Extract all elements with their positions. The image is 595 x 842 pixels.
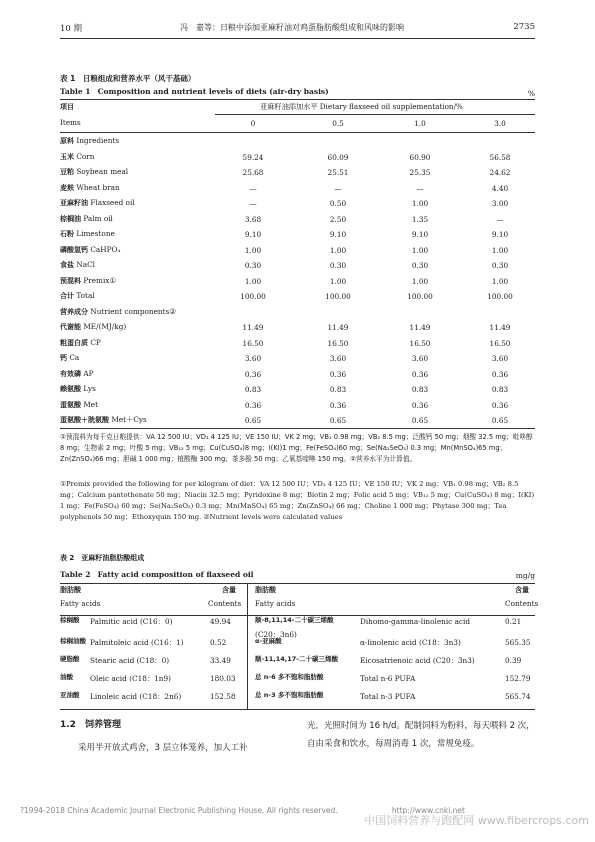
table1-cell: 4.40: [491, 183, 509, 193]
table1-cell: 2.50: [329, 214, 347, 224]
level-0: 0: [250, 119, 256, 128]
level-1: 0.5: [332, 119, 344, 128]
table1-caption-zh: 表 1 日粮组成和营养水平（风干基础）: [60, 74, 196, 83]
table1-row: [60, 306, 535, 319]
table1-cell: 11.49: [242, 323, 264, 332]
table1-cell: 3.68: [244, 214, 262, 224]
table1-cell: 3.60: [411, 354, 429, 363]
table1-cell: 0.30: [491, 261, 509, 270]
table1-row: [60, 383, 535, 396]
table1-cell: 16.50: [409, 338, 431, 348]
row-label-zh: 豆粕: [60, 168, 74, 176]
row-label-zh: 赖氨酸: [60, 385, 81, 393]
row-label-zh: 钙: [60, 354, 67, 362]
right-acid-zh: α-亚麻酸: [255, 637, 282, 645]
table1-cell: 25.35: [409, 168, 431, 177]
table1-cell: 100.00: [240, 292, 266, 301]
table1-cell: 0.65: [329, 416, 347, 425]
right-acid-value: 0.21: [505, 617, 522, 626]
row-label-en: Premix①: [83, 275, 116, 285]
row-label-zh: 磷酸氢钙: [60, 245, 88, 254]
page-number: 2735: [513, 22, 535, 32]
table2-title: Fatty acid composition of flaxseed oil: [97, 570, 254, 579]
right-acid-value: 565.74: [505, 692, 531, 701]
table1-row-label: [60, 338, 101, 348]
row-label-zh: 有效磷: [60, 369, 81, 378]
table1-row-label: [60, 307, 176, 317]
table1-level-row: [60, 117, 535, 130]
table1-cell: 0.36: [329, 369, 347, 379]
table1-cell: 11.49: [327, 323, 349, 332]
contents-header-en-right: Contents: [505, 599, 539, 608]
table1-row-label: [60, 322, 126, 332]
fatty-acids-header-en: Fatty acids: [60, 599, 101, 608]
row-label-en: CaHPO₄: [90, 244, 121, 254]
table1-cell: 11.49: [489, 323, 511, 332]
right-acid-zh: 顺-8,11,14-二十碳三烯酸: [255, 616, 334, 624]
table1-row-label: [60, 229, 115, 239]
table1-cell: 0.65: [244, 416, 262, 425]
contents-header-zh: 含量: [222, 586, 236, 594]
row-label-en: NaCl: [76, 260, 95, 269]
watermark: 中国饲料营养与跑配网 www.fibercrops.com: [364, 814, 589, 827]
row-label-zh: 代谢能: [60, 323, 81, 331]
table1-cell: 100.00: [487, 292, 513, 301]
left-acid-value: 49.94: [210, 617, 231, 626]
paragraph-right: 光，光照时间为 16 h/d。配制饲料为粉料，每天喂料 2 次，自由采食和饮水，每周消毒 1 次，常规免疫。: [307, 721, 535, 749]
issue-number: 10 期: [60, 24, 83, 34]
left-acid-zh: 棕榈油酸: [60, 637, 86, 645]
table1-cell: 0.30: [329, 261, 347, 270]
row-label-zh: 预混料: [60, 276, 81, 285]
table1-cell: 1.00: [244, 276, 262, 286]
row-label-en: Ingredients: [76, 136, 120, 145]
table1-row: [60, 197, 535, 210]
table1-row: [60, 135, 535, 148]
table2-header-en: [60, 599, 539, 613]
row-label-en: Met: [83, 399, 99, 409]
table2-row: [60, 616, 535, 639]
table1-cell: 100.00: [325, 292, 351, 301]
supplementation-header: 亚麻籽油添加水平 Dietary flaxseed oil supplementation/%: [260, 102, 463, 111]
row-label-en: CP: [90, 337, 101, 347]
table1-row-label: [60, 260, 95, 270]
row-label-zh: 蛋氨酸＋胱氨酸: [60, 416, 109, 424]
table1-row: [60, 352, 535, 365]
table1-note-en: ①Premix provided the following for per kilogram of diet：VA 12 500 IU；VD₃ 4 125 IU；VE 150 IU；VK 2 mg；VB₁ 0.98 mg；VB₂ 8.5 mg；Calcium pantothenate 50 mg；Niacin 32.5 mg；Pyridoxine 8 mg；Biotin 2 mg；Folic acid 5 mg；VB₁₂ 5 mg；Cu(CuSO₄) 8 mg；I(KI) 1 mg；Fe(FeSO₄) 60 mg；Se(Na₂SeO₃) 0.3 mg；Mn(MnSO₄) 65 mg；Zn(ZnSO₄) 66 mg；Choline 1 000 mg；Phytase 300 mg；Tea polyphenols 50 mg；Ethoxyquin 150 mg. ②Nutrient levels were calculated values: [60, 480, 535, 521]
table1-cell: 1.00: [329, 276, 347, 286]
table1-row-label: [60, 415, 147, 425]
right-acid-value: 0.39: [505, 656, 522, 665]
table1-row: [60, 213, 535, 226]
left-acid-value: 33.49: [210, 656, 231, 665]
table1-row: [60, 414, 535, 427]
table1-bottom-rule: [60, 428, 535, 429]
table1-row-label: [60, 136, 119, 146]
table1-cell: 9.10: [491, 230, 509, 239]
table1-caption-en: [60, 87, 329, 96]
row-label-zh: 石粉: [60, 230, 74, 238]
row-label-zh: 合计: [60, 292, 74, 300]
table2-column-divider: [247, 583, 248, 709]
level-2: 1.0: [414, 119, 426, 128]
table1-cell: 3.60: [244, 354, 262, 363]
table1-header-row: [60, 101, 535, 114]
table1-cell: 3.60: [329, 354, 347, 363]
table2-caption-zh: 表 2 亚麻籽油脂肪酸组成: [60, 554, 145, 562]
table1-cell: —: [334, 183, 342, 193]
row-label-zh: 原料: [60, 137, 74, 145]
row-label-en: Total: [76, 291, 95, 300]
right-acid-en: Eicosatrienoic acid (C20：3n3): [360, 656, 475, 665]
table1-row-label: [60, 152, 95, 162]
table2-header-rule: [60, 615, 535, 616]
table1-cell: 0.36: [244, 400, 262, 410]
right-acid-value: 565.35: [505, 638, 531, 647]
items-header-en: Items: [60, 118, 81, 127]
row-label-en: Ca: [69, 353, 80, 362]
row-label-en: Wheat bran: [76, 182, 120, 192]
left-acid-en: Palmitoleic acid (C16：1): [90, 638, 184, 647]
table1-cell: 1.35: [411, 214, 429, 224]
table1-row: [60, 244, 535, 257]
contents-header-zh-right: 含量: [515, 586, 529, 594]
contents-header-en: Contents: [208, 599, 242, 608]
table1-cell: 1.00: [411, 199, 429, 208]
table2-top-rule: [60, 583, 535, 584]
table1-note-zh: ①预混料为每千克日粮提供：VA 12 500 IU；VD₃ 4 125 IU；VE 150 IU；VK 2 mg；VB₁ 0.98 mg；VB₂ 8.5 mg；泛酸钙 50 mg；烟酸 32.5 mg；吡哆醇 8 mg；生物素 2 mg；叶酸 5 mg；VB₁₂ 5 mg；Cu(CuSO₄)8 mg；I(KI)1 mg；Fe(FeSO₄)60 mg；Se(Na₂SeO₃) 0.3 mg；Mn(MnSO₄)65 mg；Zn(ZnSO₄)66 mg；胆碱 1 000 mg；植酸酶 300 mg；茶多酚 50 mg；乙氧基喹啉 150 mg。②营养水平为计算值。: [60, 433, 533, 463]
table1-cell: 0.36: [411, 369, 429, 379]
table2-label: Table 2: [60, 570, 91, 579]
table1-cell: 3.00: [491, 199, 509, 208]
table1-cell: 0.65: [491, 416, 509, 425]
table2-row: [60, 656, 535, 670]
row-label-en: Soybean meal: [76, 167, 129, 176]
paragraph-left: 采用半开放式鸡舍，3 层立体笼养，加人工补: [78, 743, 248, 753]
table1-cell: 1.00: [491, 276, 509, 286]
table1-cell: 9.10: [411, 230, 429, 239]
table1-row: [60, 368, 535, 381]
row-label-en: ME/(MJ/kg): [83, 322, 127, 331]
table1-row-label: [60, 167, 128, 177]
row-label-zh: 粗蛋白质: [60, 338, 88, 347]
table2-unit: mg/g: [515, 571, 535, 580]
row-label-en: Corn: [76, 151, 95, 161]
table1-row-label: [60, 353, 79, 363]
table1-cell: 0.30: [411, 261, 429, 270]
table1-cell: 9.10: [329, 230, 347, 239]
table2-row: [60, 638, 535, 652]
table1-row-label: [60, 369, 94, 379]
table1-row: [60, 228, 535, 241]
table1-cell: 1.00: [411, 245, 429, 255]
row-label-en: Met＋Cys: [111, 415, 147, 424]
left-acid-value: 152.58: [210, 692, 236, 701]
row-label-zh: 棕榈油: [60, 214, 81, 223]
left-acid-en: Palmitic acid (C16：0): [90, 617, 173, 626]
table1-cell: 1.00: [491, 245, 509, 255]
level-3: 3.0: [494, 119, 506, 128]
row-label-zh: 麦麸: [60, 183, 74, 192]
table1-cell: 0.36: [491, 369, 509, 379]
table1-row: [60, 151, 535, 164]
right-acid-zh: 总 n-3 多不饱和脂肪酸: [255, 691, 324, 699]
table1-label: Table 1: [60, 87, 91, 96]
table1-cell: —: [496, 214, 504, 224]
fatty-acids-header-zh-right: 脂肪酸: [255, 586, 276, 594]
table1-cell: 0.83: [329, 385, 347, 394]
row-label-en: Flaxseed oil: [90, 198, 135, 207]
table1-cell: 100.00: [407, 292, 433, 301]
row-label-zh: 蛋氨酸: [60, 400, 81, 409]
left-acid-value: 180.03: [210, 674, 236, 683]
table1-row: [60, 259, 535, 272]
table1-cell: —: [416, 183, 424, 193]
table1-cell: 16.50: [489, 338, 511, 348]
table1-cell: 11.49: [409, 323, 431, 332]
row-label-en: AP: [83, 368, 94, 378]
table1-cell: 60.90: [409, 152, 431, 162]
table2-row: [60, 692, 535, 706]
right-acid-value: 152.79: [505, 674, 531, 683]
table1-cell: 3.60: [491, 354, 509, 363]
row-label-en: Lys: [83, 384, 96, 393]
left-acid-zh: 亚油酸: [60, 691, 80, 699]
table1-row: [60, 337, 535, 350]
items-header-zh: 项目: [60, 103, 74, 111]
left-acid-zh: 棕榈酸: [60, 616, 80, 624]
table1-group-rule: [215, 114, 535, 115]
table1-cell: 1.00: [411, 276, 429, 286]
table1-row: [60, 166, 535, 179]
table1-cell: 60.09: [327, 152, 349, 162]
copyright-text: ?1994-2018 China Academic Journal Electronic Publishing House. All rights reserved.: [20, 806, 338, 815]
header-rule: [60, 38, 535, 39]
row-label-en: Nutrient components②: [90, 306, 176, 316]
table1-cell: 0.50: [329, 199, 347, 208]
table1-cell: 0.83: [244, 385, 262, 394]
table1-cell: 0.36: [411, 400, 429, 410]
table1-cell: 1.00: [329, 245, 347, 255]
table1-top-rule: [60, 99, 535, 100]
fatty-acids-header-en-right: Fatty acids: [255, 599, 296, 608]
cnki-link[interactable]: http://www.cnki.net: [391, 806, 465, 815]
right-acid-en: Dihomo-gamma-linolenic acid: [360, 617, 471, 626]
table1-row-label: [60, 384, 96, 394]
table1-unit: %: [527, 89, 535, 98]
table2-header-zh: [60, 585, 535, 599]
table1-cell: 24.62: [489, 168, 511, 177]
left-acid-zh: 油酸: [60, 673, 73, 681]
table1-row-label: [60, 245, 120, 255]
row-label-en: Palm oil: [83, 213, 113, 223]
row-label-zh: 亚麻籽油: [60, 199, 88, 207]
table1-cell: 59.24: [242, 152, 264, 162]
table1-row-label: [60, 400, 98, 410]
table1-row: [60, 399, 535, 412]
row-label-en: Limestone: [76, 229, 115, 238]
right-acid-en: Total n-6 PUFA: [360, 674, 416, 683]
row-label-zh: 玉米: [60, 152, 74, 161]
table1-cell: 56.58: [489, 152, 511, 162]
right-acid-en: α-linolenic acid (C18：3n3): [360, 638, 461, 647]
left-acid-zh: 硬脂酸: [60, 655, 80, 663]
table1-row: [60, 321, 535, 334]
table1-cell: 9.10: [244, 230, 262, 239]
right-acid-en: Total n-3 PUFA: [360, 692, 416, 701]
running-header: [60, 20, 535, 36]
row-label-zh: 食盐: [60, 261, 74, 269]
table1-cell: 0.83: [411, 385, 429, 394]
table1-header-rule: [60, 132, 535, 133]
table1-row-label: [60, 291, 95, 301]
table1-cell: 16.50: [242, 338, 264, 348]
table1-cell: 0.30: [244, 261, 262, 270]
right-acid-zh: 顺-11,14,17-二十碳三烯酸: [255, 655, 338, 663]
left-acid-en: Oleic acid (C18：1n9): [90, 674, 171, 683]
table1-cell: 16.50: [327, 338, 349, 348]
table1-row: [60, 290, 535, 303]
table1-row-label: [60, 214, 113, 224]
table1-row-label: [60, 198, 135, 208]
left-acid-en: Stearic acid (C18：0): [90, 656, 170, 665]
table1-row: [60, 275, 535, 288]
table1-title: Composition and nutrient levels of diets (air-dry basis): [97, 87, 329, 96]
table1-cell: 25.68: [242, 168, 264, 177]
right-acid-zh: 总 n-6 多不饱和脂肪酸: [255, 673, 324, 681]
table1-row-label: [60, 276, 116, 286]
section-heading: 1.2 饲养管理: [60, 720, 121, 730]
table1-cell: 0.36: [244, 369, 262, 379]
right-acid-en-line2: (C20：3n6): [255, 630, 297, 639]
table2-bottom-rule: [60, 709, 535, 710]
row-label-zh: 营养成分: [60, 307, 88, 316]
table1-row: [60, 182, 535, 195]
table1-cell: 0.36: [329, 400, 347, 410]
running-title: 冯 嘉等：日粮中添加亚麻籽油对鸡蛋脂肪酸组成和风味的影响: [180, 23, 404, 32]
table1-cell: —: [249, 199, 257, 208]
table1-cell: 0.65: [411, 416, 429, 425]
table2-caption-en: [60, 570, 254, 579]
table1-cell: 0.83: [491, 385, 509, 394]
table1-cell: 25.51: [327, 168, 349, 177]
fatty-acids-header-zh: 脂肪酸: [60, 586, 81, 594]
left-acid-value: 0.52: [210, 638, 227, 647]
table2: [60, 585, 539, 705]
table2-row: [60, 674, 535, 688]
left-acid-en: Linoleic acid (C18：2n6): [90, 692, 182, 701]
table1-row-label: [60, 183, 120, 193]
table1-cell: 1.00: [244, 245, 262, 255]
table1-cell: 0.36: [491, 400, 509, 410]
table1-cell: —: [249, 183, 257, 193]
